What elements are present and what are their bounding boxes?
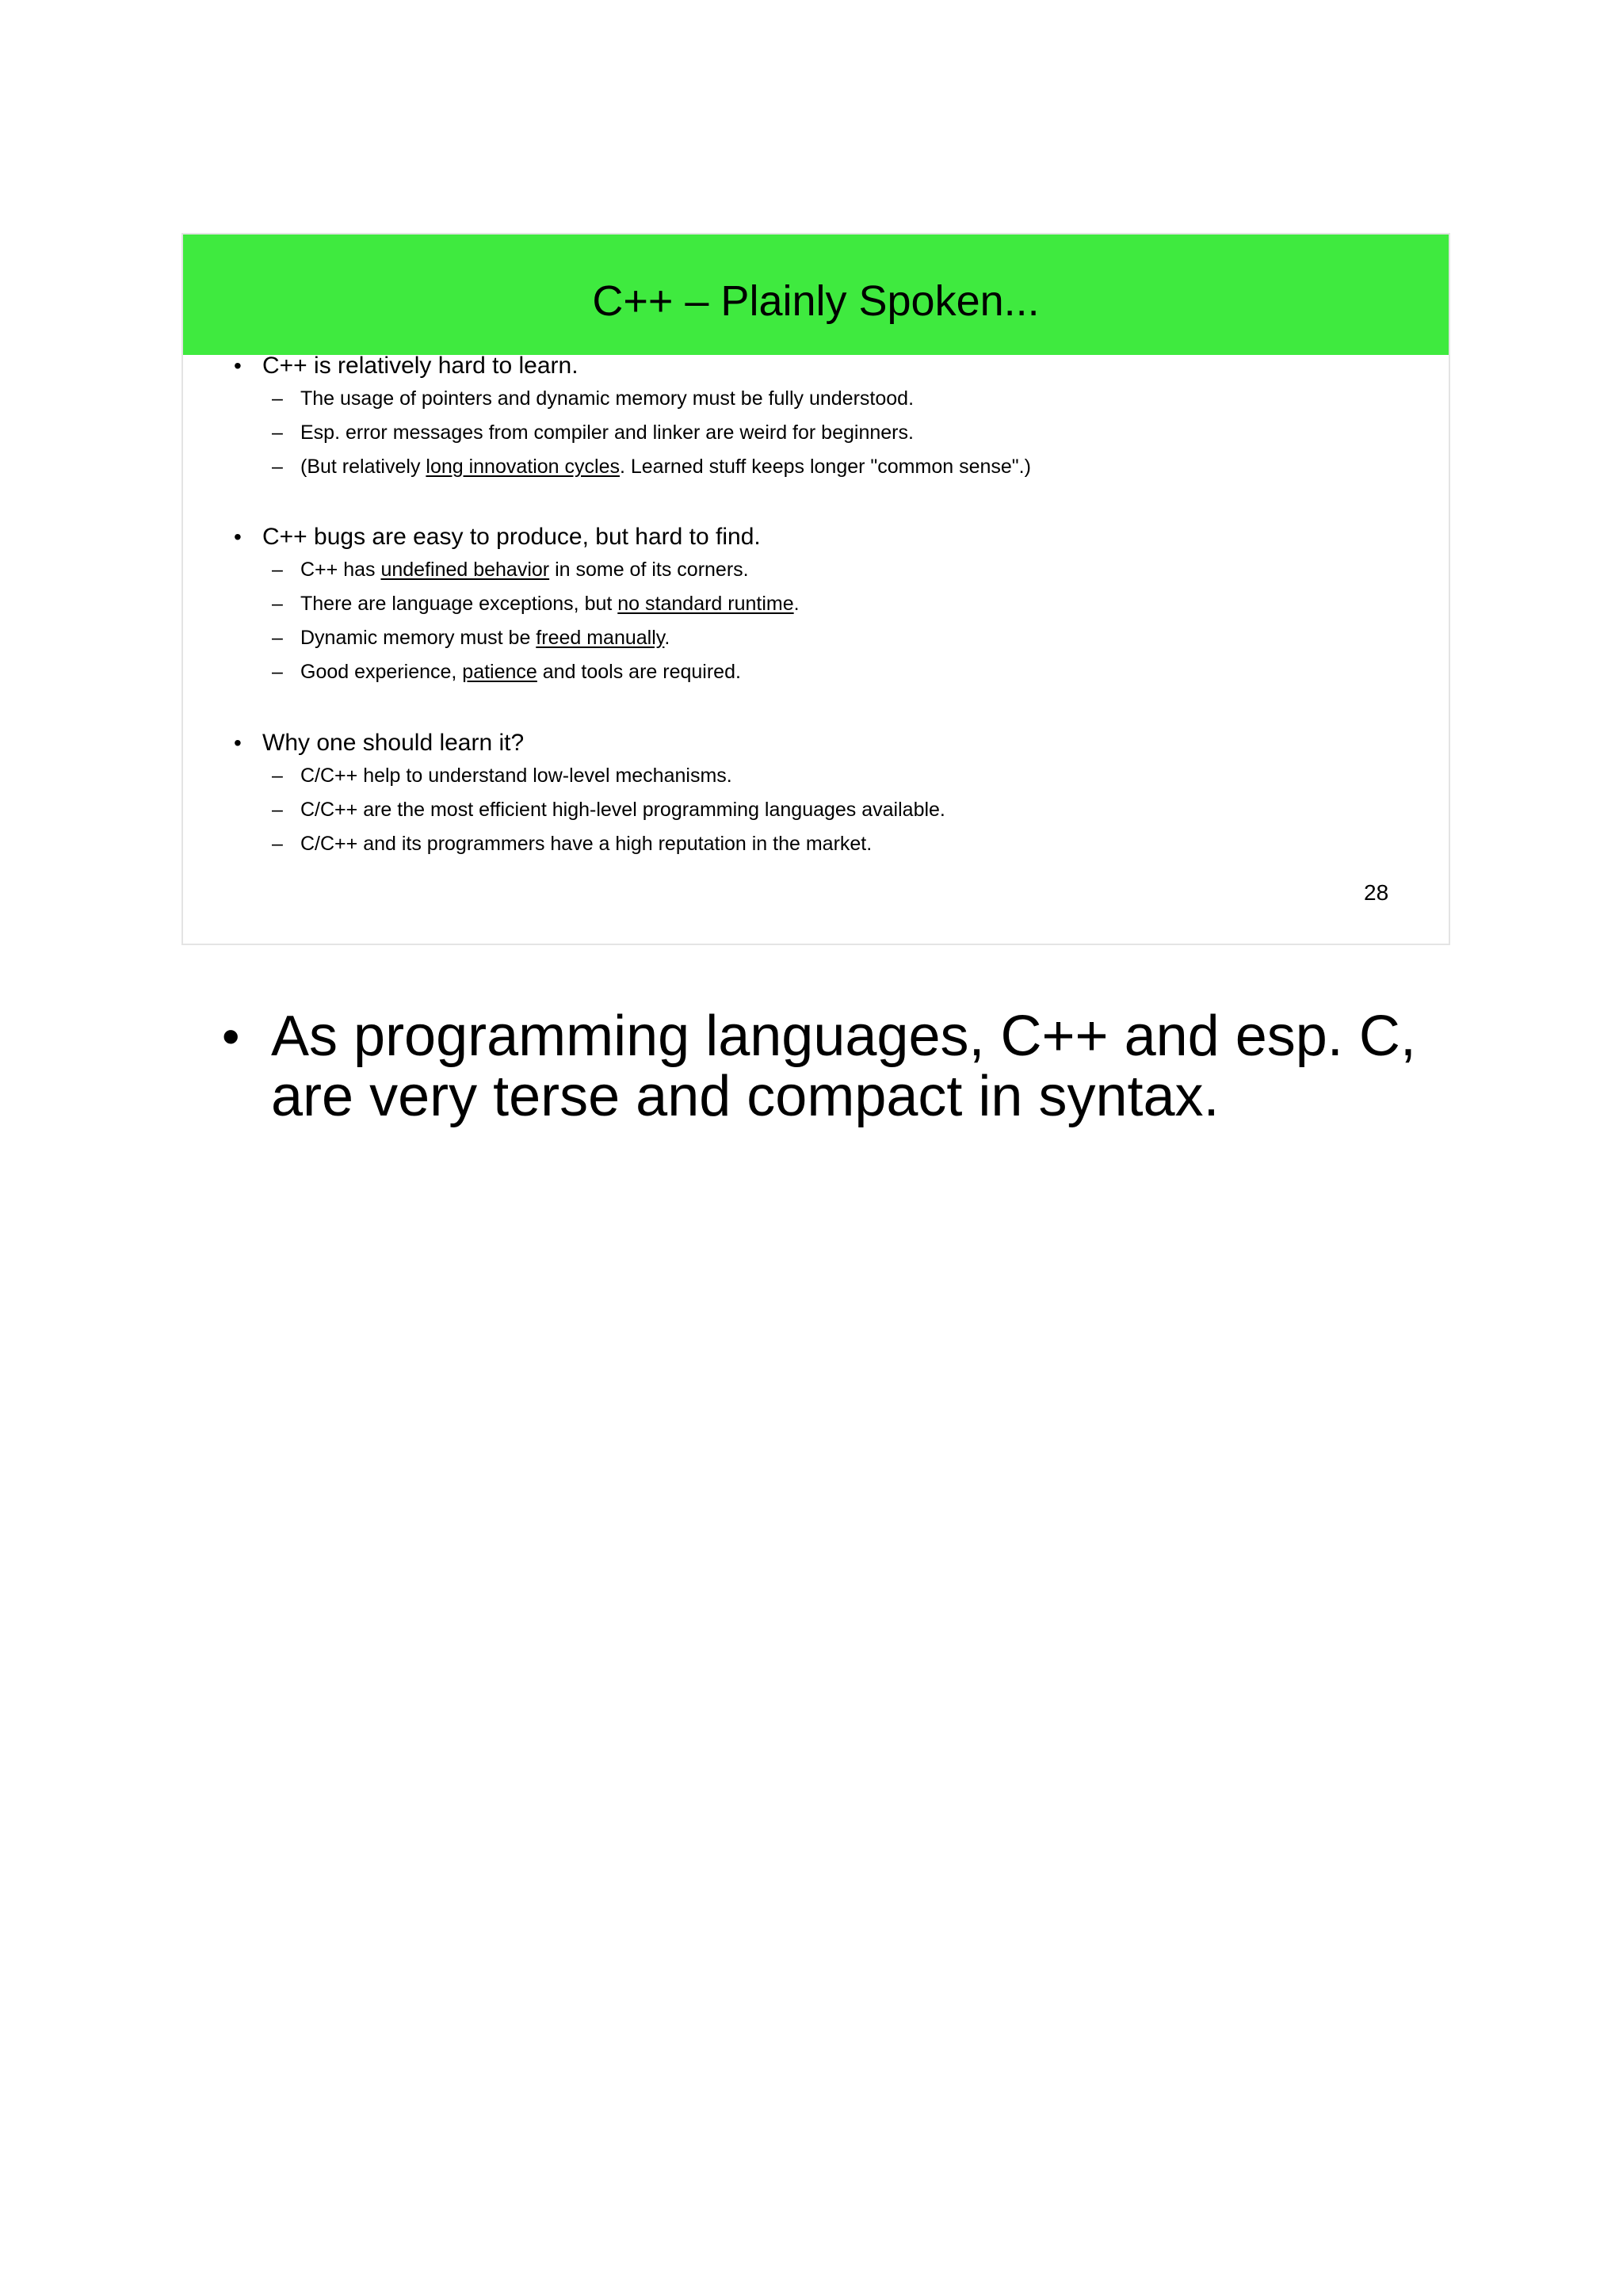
- underlined-term: no standard runtime: [617, 593, 794, 615]
- sub-item-text: (But relatively long innovation cycles. Learned stuff keeps longer "common sense".): [300, 456, 1031, 478]
- sub-item: [183, 416, 1449, 450]
- bullet-marker: •: [234, 353, 242, 378]
- section-hard-to-learn: [183, 350, 1449, 484]
- underlined-term: patience: [462, 661, 537, 683]
- sub-item-text: C/C++ and its programmers have a high reputation in the market.: [300, 833, 873, 855]
- sub-item-text: Good experience, patience and tools are required.: [300, 661, 741, 683]
- sub-item: [183, 621, 1449, 655]
- bullet-item: [183, 350, 1449, 382]
- page-number: 28: [1364, 880, 1389, 905]
- underlined-term: long innovation cycles: [426, 456, 620, 478]
- sub-item: [183, 450, 1449, 484]
- sub-item: [183, 382, 1449, 416]
- sub-item: [183, 827, 1449, 861]
- section-bugs: [183, 521, 1449, 689]
- sub-item-text: C++ has undefined behavior in some of its corners.: [300, 559, 749, 581]
- sub-marker: –: [272, 456, 283, 478]
- bullet-marker: •: [234, 730, 242, 755]
- bullet-item: [183, 727, 1449, 759]
- note-text: As programming languages, C++ and esp. C, are very terse and compact in syntax.: [271, 1005, 1416, 1128]
- sub-marker: –: [272, 593, 283, 615]
- sub-item: [183, 793, 1449, 827]
- bullet-heading: C++ bugs are easy to produce, but hard to find.: [262, 524, 761, 550]
- bullet-item: [183, 521, 1449, 553]
- sub-marker: –: [272, 661, 283, 683]
- sub-item-text: C/C++ are the most efficient high-level programming languages available.: [300, 799, 945, 821]
- underlined-term: freed manually: [536, 627, 665, 649]
- sub-item-text: The usage of pointers and dynamic memory must be fully understood.: [300, 387, 915, 410]
- sub-item: [183, 655, 1449, 689]
- sub-marker: –: [272, 765, 283, 787]
- note-bullet-marker: •: [222, 1008, 240, 1065]
- sub-item-text: Dynamic memory must be freed manually.: [300, 627, 670, 649]
- bullet-heading: C++ is relatively hard to learn.: [262, 353, 579, 379]
- sub-item: [183, 553, 1449, 587]
- bullet-heading: Why one should learn it?: [262, 730, 525, 756]
- sub-marker: –: [272, 421, 283, 444]
- section-why-learn: [183, 727, 1449, 861]
- sub-item: [183, 587, 1449, 621]
- sub-marker: –: [272, 627, 283, 649]
- sub-item-text: C/C++ help to understand low-level mechanisms.: [300, 765, 732, 787]
- sub-item-text: There are language exceptions, but no standard runtime.: [300, 593, 800, 615]
- sub-marker: –: [272, 387, 283, 410]
- sub-item-text: Esp. error messages from compiler and linker are weird for beginners.: [300, 421, 914, 444]
- slide-title: C++ – Plainly Spoken...: [592, 277, 1040, 325]
- underlined-term: undefined behavior: [380, 559, 550, 581]
- slide-header: [183, 235, 1449, 355]
- sub-marker: –: [272, 799, 283, 821]
- sub-marker: –: [272, 559, 283, 581]
- bullet-marker: •: [234, 524, 242, 549]
- slide: [181, 233, 1450, 945]
- sub-marker: –: [272, 833, 283, 855]
- sub-item: [183, 759, 1449, 793]
